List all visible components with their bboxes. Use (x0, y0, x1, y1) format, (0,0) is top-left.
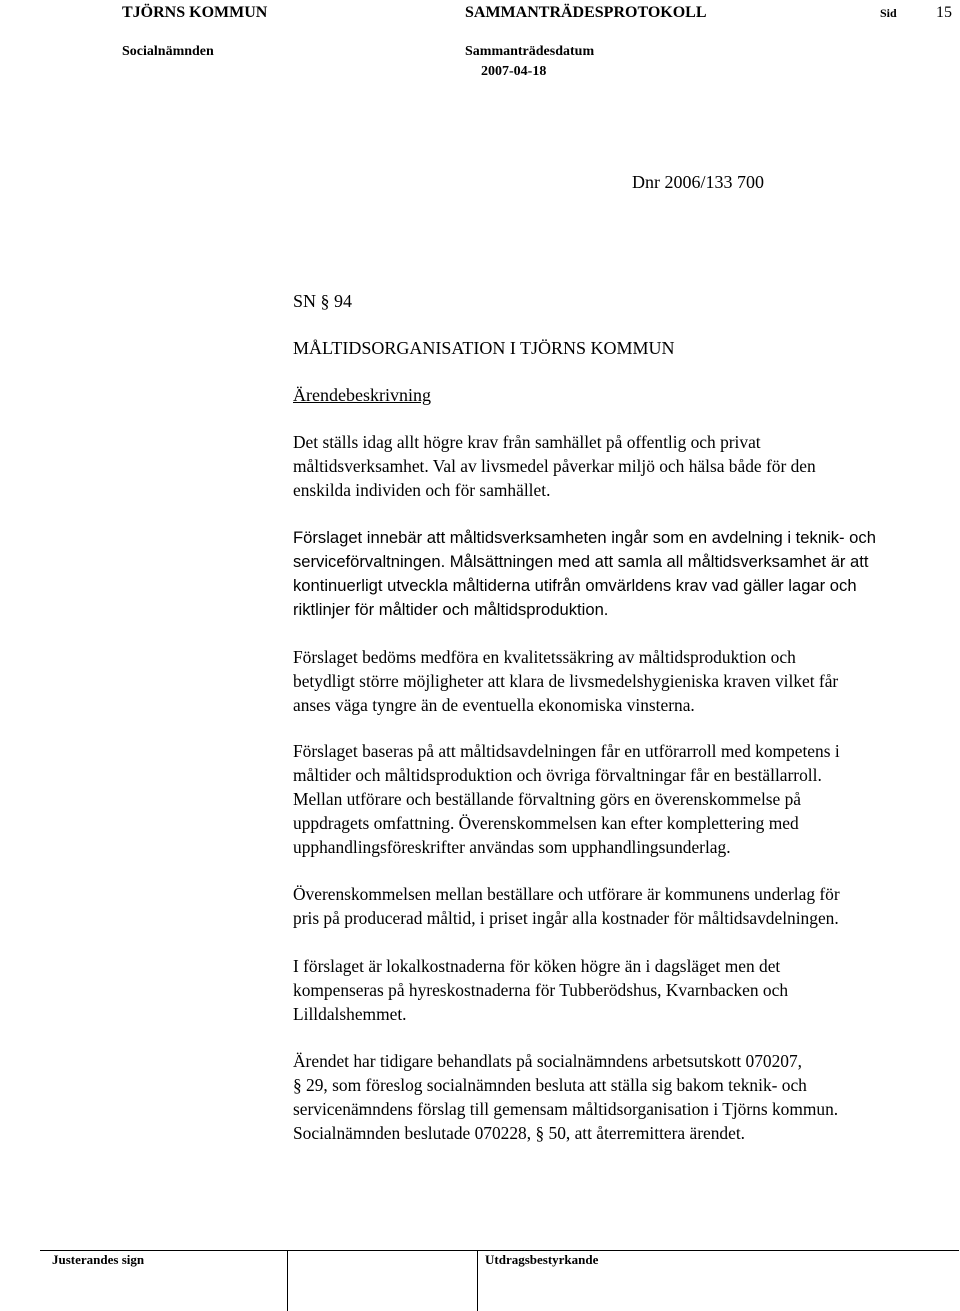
committee-name: Socialnämnden (122, 44, 214, 59)
section-title: MÅLTIDSORGANISATION I TJÖRNS KOMMUN (293, 338, 675, 358)
footer-divider-middle (477, 1250, 478, 1311)
paragraph-line: servicenämndens förslag till gemensam måltidsorganisation i Tjörns kommun. (293, 1099, 839, 1119)
paragraph-line: § 29, som föreslog socialnämnden besluta att ställa sig bakom teknik- och (293, 1075, 807, 1095)
paragraph-line: kompenseras på hyreskostnaderna för Tubberödshus, Kvarnbacken och (293, 980, 789, 1000)
paragraph-line: uppdragets omfattning. Överenskommelsen kan efter komplettering med (293, 813, 799, 833)
paragraph-line: Överenskommelsen mellan beställare och utförare är kommunens underlag för (293, 884, 840, 904)
paragraph-line: Förslaget baseras på att måltidsavdelningen får en utförarroll med kompetens i (293, 741, 840, 761)
paragraph-1 (293, 430, 953, 502)
paragraph-3 (293, 645, 953, 717)
paragraph-line: Förslaget bedöms medföra en kvalitetssäkring av måltidsproduktion och (293, 647, 796, 667)
meeting-date: 2007-04-18 (481, 64, 547, 79)
paragraph-line: Socialnämnden beslutade 070228, § 50, att återremittera ärendet. (293, 1123, 745, 1143)
section-subheading: Ärendebeskrivning (293, 385, 431, 405)
paragraph-line: Det ställs idag allt högre krav från samhället på offentlig och privat (293, 432, 761, 452)
footer-extract-label: Utdragsbestyrkande (485, 1252, 599, 1267)
municipality-name: TJÖRNS KOMMUN (122, 4, 268, 21)
paragraph-line: Förslaget innebär att måltidsverksamheten ingår som en avdelning i teknik- och (293, 528, 876, 547)
paragraph-line: enskilda individen och för samhället. (293, 480, 551, 500)
paragraph-line: kontinuerligt utveckla måltiderna utifrån omvärldens krav vad gäller lagar och (293, 576, 857, 595)
section-number: SN § 94 (293, 291, 353, 311)
paragraph-line: Lilldalshemmet. (293, 1004, 407, 1024)
paragraph-line: Mellan utförare och beställande förvaltning görs en överenskommelse på (293, 789, 802, 809)
paragraph-line: Ärendet har tidigare behandlats på socialnämndens arbetsutskott 070207, (293, 1051, 803, 1071)
page-label: Sid (880, 6, 897, 20)
paragraph-6 (293, 954, 953, 1026)
paragraph-line: anses väga tyngre än de eventuella ekonomiska vinsterna. (293, 695, 695, 715)
paragraph-line: måltidsverksamhet. Val av livsmedel påverkar miljö och hälsa både för den (293, 456, 816, 476)
paragraph-7 (293, 1049, 953, 1145)
reference-number: Dnr 2006/133 700 (632, 172, 764, 192)
paragraph-line: måltider och måltidsproduktion och övriga förvaltningar får en beställarroll. (293, 765, 822, 785)
paragraph-5 (293, 882, 953, 930)
paragraph-4 (293, 739, 953, 859)
paragraph-line: serviceförvaltningen. Målsättningen med att samla all måltidsverksamhet är att (293, 552, 869, 571)
document-type: SAMMANTRÄDESPROTOKOLL (465, 4, 707, 21)
paragraph-line: pris på producerad måltid, i priset ingår alla kostnader för måltidsavdelningen. (293, 908, 839, 928)
footer-divider-left (287, 1250, 288, 1311)
paragraph-2 (293, 526, 953, 622)
paragraph-line: upphandlingsföreskrifter användas som upphandlingsunderlag. (293, 837, 731, 857)
paragraph-line: I förslaget är lokalkostnaderna för köken högre än i dagsläget men det (293, 956, 781, 976)
paragraph-line: betydligt större möjligheter att klara de livsmedelshygieniska kraven vilket får (293, 671, 839, 691)
meeting-date-label: Sammanträdesdatum (465, 44, 595, 59)
paragraph-line: riktlinjer för måltider och måltidsproduktion. (293, 600, 609, 619)
footer-sign-label: Justerandes sign (52, 1252, 145, 1267)
page-number: 15 (936, 4, 952, 21)
